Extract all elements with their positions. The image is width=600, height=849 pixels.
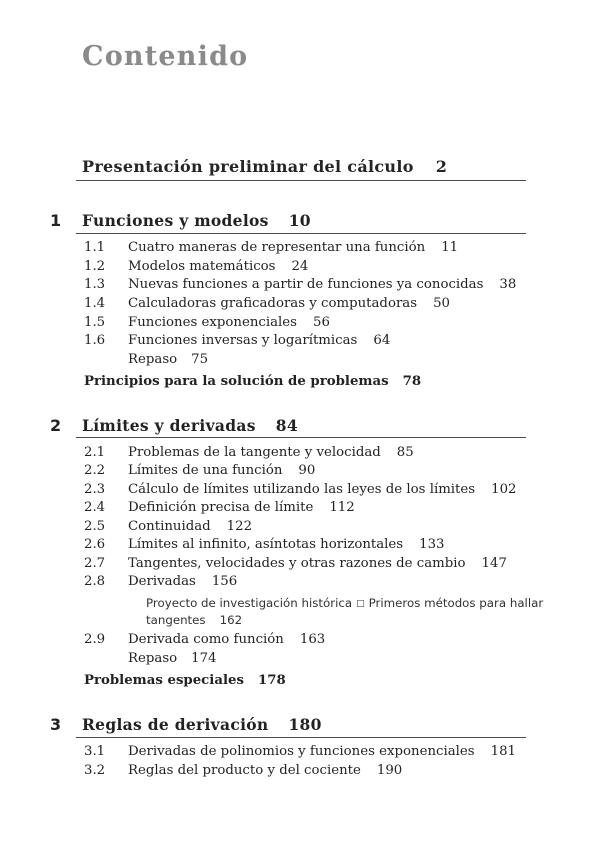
- toc-entry[interactable]: [0, 537, 600, 555]
- toc-entry[interactable]: [0, 556, 600, 574]
- chapter-page: 10: [288, 211, 311, 230]
- section-title: Límites al infinito, asíntotas horizontales 133: [128, 537, 445, 552]
- review-entry[interactable]: [128, 651, 217, 666]
- review-page: 174: [191, 651, 217, 666]
- chapter-number: 2: [50, 416, 62, 435]
- section-number: 2.2: [84, 463, 106, 478]
- section-number: 1.2: [84, 259, 106, 274]
- toc-entry[interactable]: [0, 259, 600, 277]
- page-title: Contenido: [82, 41, 249, 72]
- section-title: Nuevas funciones a partir de funciones ya conocidas 38: [128, 277, 517, 292]
- toc-entry[interactable]: [0, 240, 600, 258]
- special-page: 178: [257, 673, 286, 688]
- section-title: Continuidad 122: [128, 519, 253, 534]
- toc-entry[interactable]: [0, 632, 600, 650]
- project-page: 162: [219, 613, 243, 627]
- section-title: Funciones inversas y logarítmicas 64: [128, 333, 391, 348]
- section-number: 2.6: [84, 537, 106, 552]
- section-page: 24: [291, 259, 309, 274]
- section-title: Derivadas de polinomios y funciones exponenciales 181: [128, 744, 517, 759]
- preliminary-page: 2: [435, 157, 448, 176]
- section-page: 38: [499, 277, 517, 292]
- section-number: 1.5: [84, 315, 106, 330]
- review-label: Repaso: [128, 352, 178, 367]
- section-page: 64: [373, 333, 391, 348]
- section-title: Reglas del producto y del cociente 190: [128, 763, 403, 778]
- toc-entry[interactable]: [0, 574, 600, 592]
- section-title: Derivadas 156: [128, 574, 238, 589]
- toc-entry[interactable]: [0, 315, 600, 333]
- special-entry[interactable]: [84, 673, 286, 688]
- chapter-title: Reglas de derivación 180: [82, 715, 322, 734]
- section-number: 1.1: [84, 240, 106, 255]
- section-title: Límites de una función 90: [128, 463, 316, 478]
- toc-entry[interactable]: [0, 445, 600, 463]
- section-number: 2.7: [84, 556, 106, 571]
- toc-entry[interactable]: [0, 333, 600, 351]
- review-entry[interactable]: [128, 352, 208, 367]
- section-title: Tangentes, velocidades y otras razones de cambio 147: [128, 556, 507, 571]
- project-title: Primeros métodos para hallar tangentes: [146, 596, 544, 627]
- section-page: 50: [433, 296, 450, 311]
- chapter-page: 180: [288, 715, 322, 734]
- section-title: Funciones exponenciales 56: [128, 315, 330, 330]
- divider: [76, 180, 526, 181]
- section-number: 1.3: [84, 277, 106, 292]
- section-number: 2.3: [84, 482, 106, 497]
- chapter-page: 84: [275, 416, 298, 435]
- review-page: 75: [191, 352, 209, 367]
- special-label: Principios para la solución de problemas: [84, 374, 389, 389]
- section-number: 2.1: [84, 445, 106, 460]
- section-page: 11: [441, 240, 459, 255]
- section-page: 190: [376, 763, 403, 778]
- toc-entry[interactable]: [0, 500, 600, 518]
- section-number: 1.6: [84, 333, 106, 348]
- section-page: 156: [211, 574, 238, 589]
- toc-entry[interactable]: [0, 482, 600, 500]
- section-number: 3.1: [84, 744, 106, 759]
- section-title: Modelos matemáticos 24: [128, 259, 309, 274]
- section-title: Definición precisa de límite 112: [128, 500, 355, 515]
- preliminary-entry[interactable]: [82, 157, 447, 176]
- toc-entry[interactable]: [0, 463, 600, 481]
- chapter-number: 3: [50, 715, 62, 734]
- divider: [76, 737, 526, 738]
- section-page: 90: [298, 463, 316, 478]
- toc-entry[interactable]: [0, 744, 600, 762]
- project-entry[interactable]: [146, 595, 556, 628]
- review-label: Repaso: [128, 651, 178, 666]
- section-number: 2.5: [84, 519, 106, 534]
- chapter-number: 1: [50, 211, 62, 230]
- special-label: Problemas especiales: [84, 673, 244, 688]
- section-title: Cuatro maneras de representar una función 11: [128, 240, 459, 255]
- section-page: 181: [490, 744, 517, 759]
- section-number: 3.2: [84, 763, 106, 778]
- section-page: 102: [491, 482, 517, 497]
- section-page: 85: [396, 445, 414, 460]
- project-label: Proyecto de investigación histórica: [146, 596, 353, 610]
- section-title: Derivada como función 163: [128, 632, 326, 647]
- section-page: 112: [329, 500, 355, 515]
- special-page: 78: [402, 374, 422, 389]
- section-number: 2.4: [84, 500, 106, 515]
- toc-entry[interactable]: [0, 519, 600, 537]
- square-icon: □: [356, 599, 365, 609]
- section-number: 2.8: [84, 574, 106, 589]
- toc-entry[interactable]: [0, 763, 600, 781]
- chapter-title: Límites y derivadas 84: [82, 416, 298, 435]
- section-number: 1.4: [84, 296, 106, 311]
- divider: [76, 233, 526, 234]
- section-number: 2.9: [84, 632, 106, 647]
- chapter-title: Funciones y modelos 10: [82, 211, 311, 230]
- section-page: 56: [313, 315, 330, 330]
- section-title: Problemas de la tangente y velocidad 85: [128, 445, 414, 460]
- section-page: 147: [481, 556, 507, 571]
- toc-entry[interactable]: [0, 277, 600, 295]
- toc-entry[interactable]: [0, 296, 600, 314]
- section-title: Cálculo de límites utilizando las leyes de los límites 102: [128, 482, 517, 497]
- divider: [76, 437, 526, 438]
- special-entry[interactable]: [84, 374, 421, 389]
- section-page: 122: [226, 519, 253, 534]
- section-title: Calculadoras graficadoras y computadoras 50: [128, 296, 450, 311]
- section-page: 133: [419, 537, 445, 552]
- preliminary-label: Presentación preliminar del cálculo: [82, 157, 414, 176]
- section-page: 163: [299, 632, 326, 647]
